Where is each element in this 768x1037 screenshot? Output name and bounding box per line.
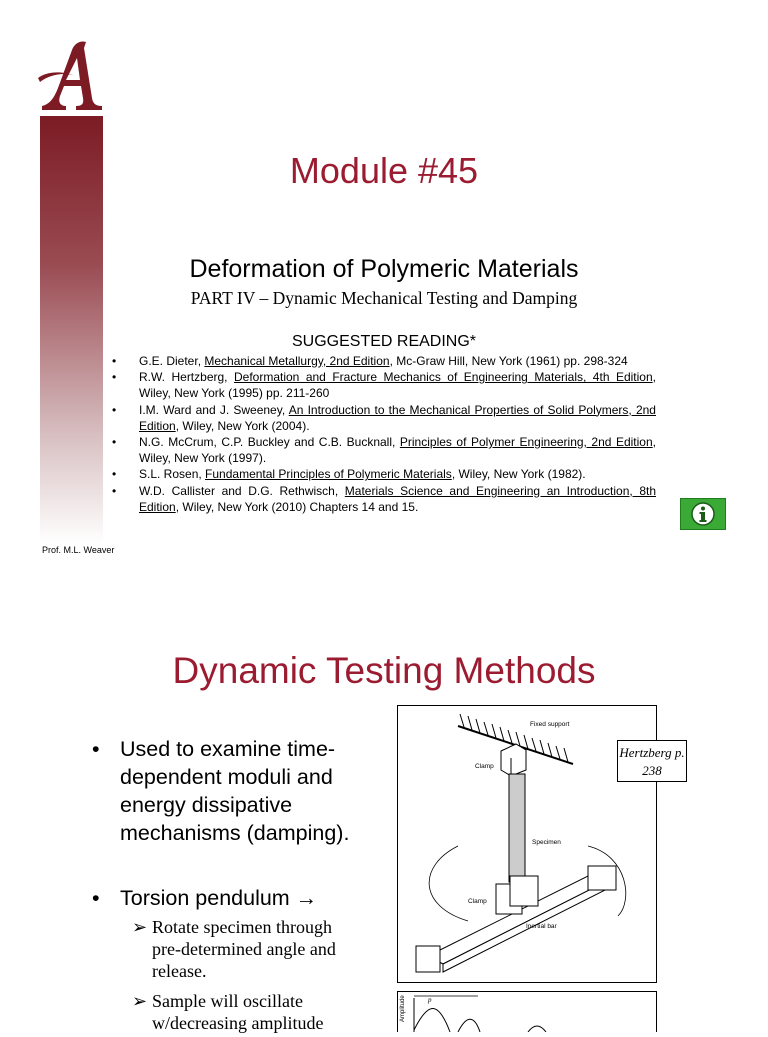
bullet-item: • Torsion pendulum → (92, 886, 318, 910)
reference-title: Materials Science and Engineering an Introduction, 8th Edition (139, 483, 656, 514)
arrow-bullet-icon: ➢ (132, 991, 148, 1011)
arrow-bullet-icon: ➢ (132, 917, 148, 937)
info-button[interactable] (680, 498, 726, 530)
citation-box: Hertzberg p. 238 (617, 740, 687, 782)
torsion-pendulum-figure (397, 705, 685, 983)
reference-title: Deformation and Fracture Mechanics of Engineering Materials, 4th Edition (233, 370, 653, 385)
reference-title: Principles of Polymer Engineering, 2nd Edition (399, 435, 653, 450)
sub-bullet-item: ➢ Sample will oscillate w/decreasing amplitude (132, 991, 324, 1033)
info-icon (690, 501, 716, 527)
reference-title: Mechanical Metallurgy, 2nd Edition (204, 354, 390, 368)
author-footer: Prof. M.L. Weaver (42, 545, 115, 555)
reference-item: • S.L. Rosen, Fundamental Principles of Polymeric Materials, Wiley, New York (1982). (110, 466, 656, 482)
slide-title: Dynamic Testing Methods (172, 650, 596, 691)
slide-subtitle: Deformation of Polymeric Materials (189, 255, 579, 283)
amplitude-graph (397, 991, 657, 1032)
inertial-bar-label: Inertial bar (526, 923, 557, 930)
specimen-label: Specimen (532, 839, 561, 846)
amplitude-graph-svg (398, 992, 656, 1032)
bullet-dot: • (92, 886, 100, 910)
reference-item: • I.M. Ward and J. Sweeney, An Introduction to the Mechanical Properties of Solid Polymers, 2nd Edition, Wiley, New York (2004). (110, 402, 656, 434)
clamp-bottom-label: Clamp (468, 898, 487, 905)
reference-item: • N.G. McCrum, C.P. Buckley and C.B. Bucknall, Principles of Polymer Engineering, 2nd Edition, Wiley, New York (1997). (110, 434, 656, 466)
reference-item: • G.E. Dieter, Mechanical Metallurgy, 2nd Edition, Mc-Graw Hill, New York (1961) pp. 298-324 (110, 353, 656, 369)
reference-item: • W.D. Callister and D.G. Rethwisch, Materials Science and Engineering an Introduction, 8th Edition, Wiley, New York (2010) Chapters 14 and 15. (110, 483, 656, 515)
module-title: Module #45 (289, 150, 479, 191)
reference-title: An Introduction to the Mechanical Properties of Solid Polymers, 2nd Edition (139, 402, 656, 433)
suggested-reading-heading: SUGGESTED READING* (291, 333, 477, 350)
sub-bullet-item: ➢ Rotate specimen through pre-determined angle and release. (132, 917, 336, 981)
reference-list (110, 353, 656, 515)
graph-period-label: p (428, 996, 432, 1004)
fixed-support-label: Fixed support (530, 721, 570, 728)
slide-dynamic-testing (0, 620, 768, 1033)
alabama-script-a-logo (36, 36, 104, 112)
reference-title: Fundamental Principles of Polymeric Materials (205, 467, 452, 482)
clamp-top-label: Clamp (475, 763, 494, 770)
bullet-item: • Used to examine time-dependent moduli and energy dissipative mechanisms (damping). (92, 737, 350, 845)
bullet-dot: • (92, 737, 100, 761)
graph-amplitude-label: Amplitude (400, 995, 406, 1022)
reference-item: • R.W. Hertzberg, Deformation and Fracture Mechanics of Engineering Materials, 4th Edition, Wiley, New York (1995) pp. 211-260 (110, 369, 656, 401)
slide-subtitle-part: PART IV – Dynamic Mechanical Testing and Damping (190, 288, 578, 308)
